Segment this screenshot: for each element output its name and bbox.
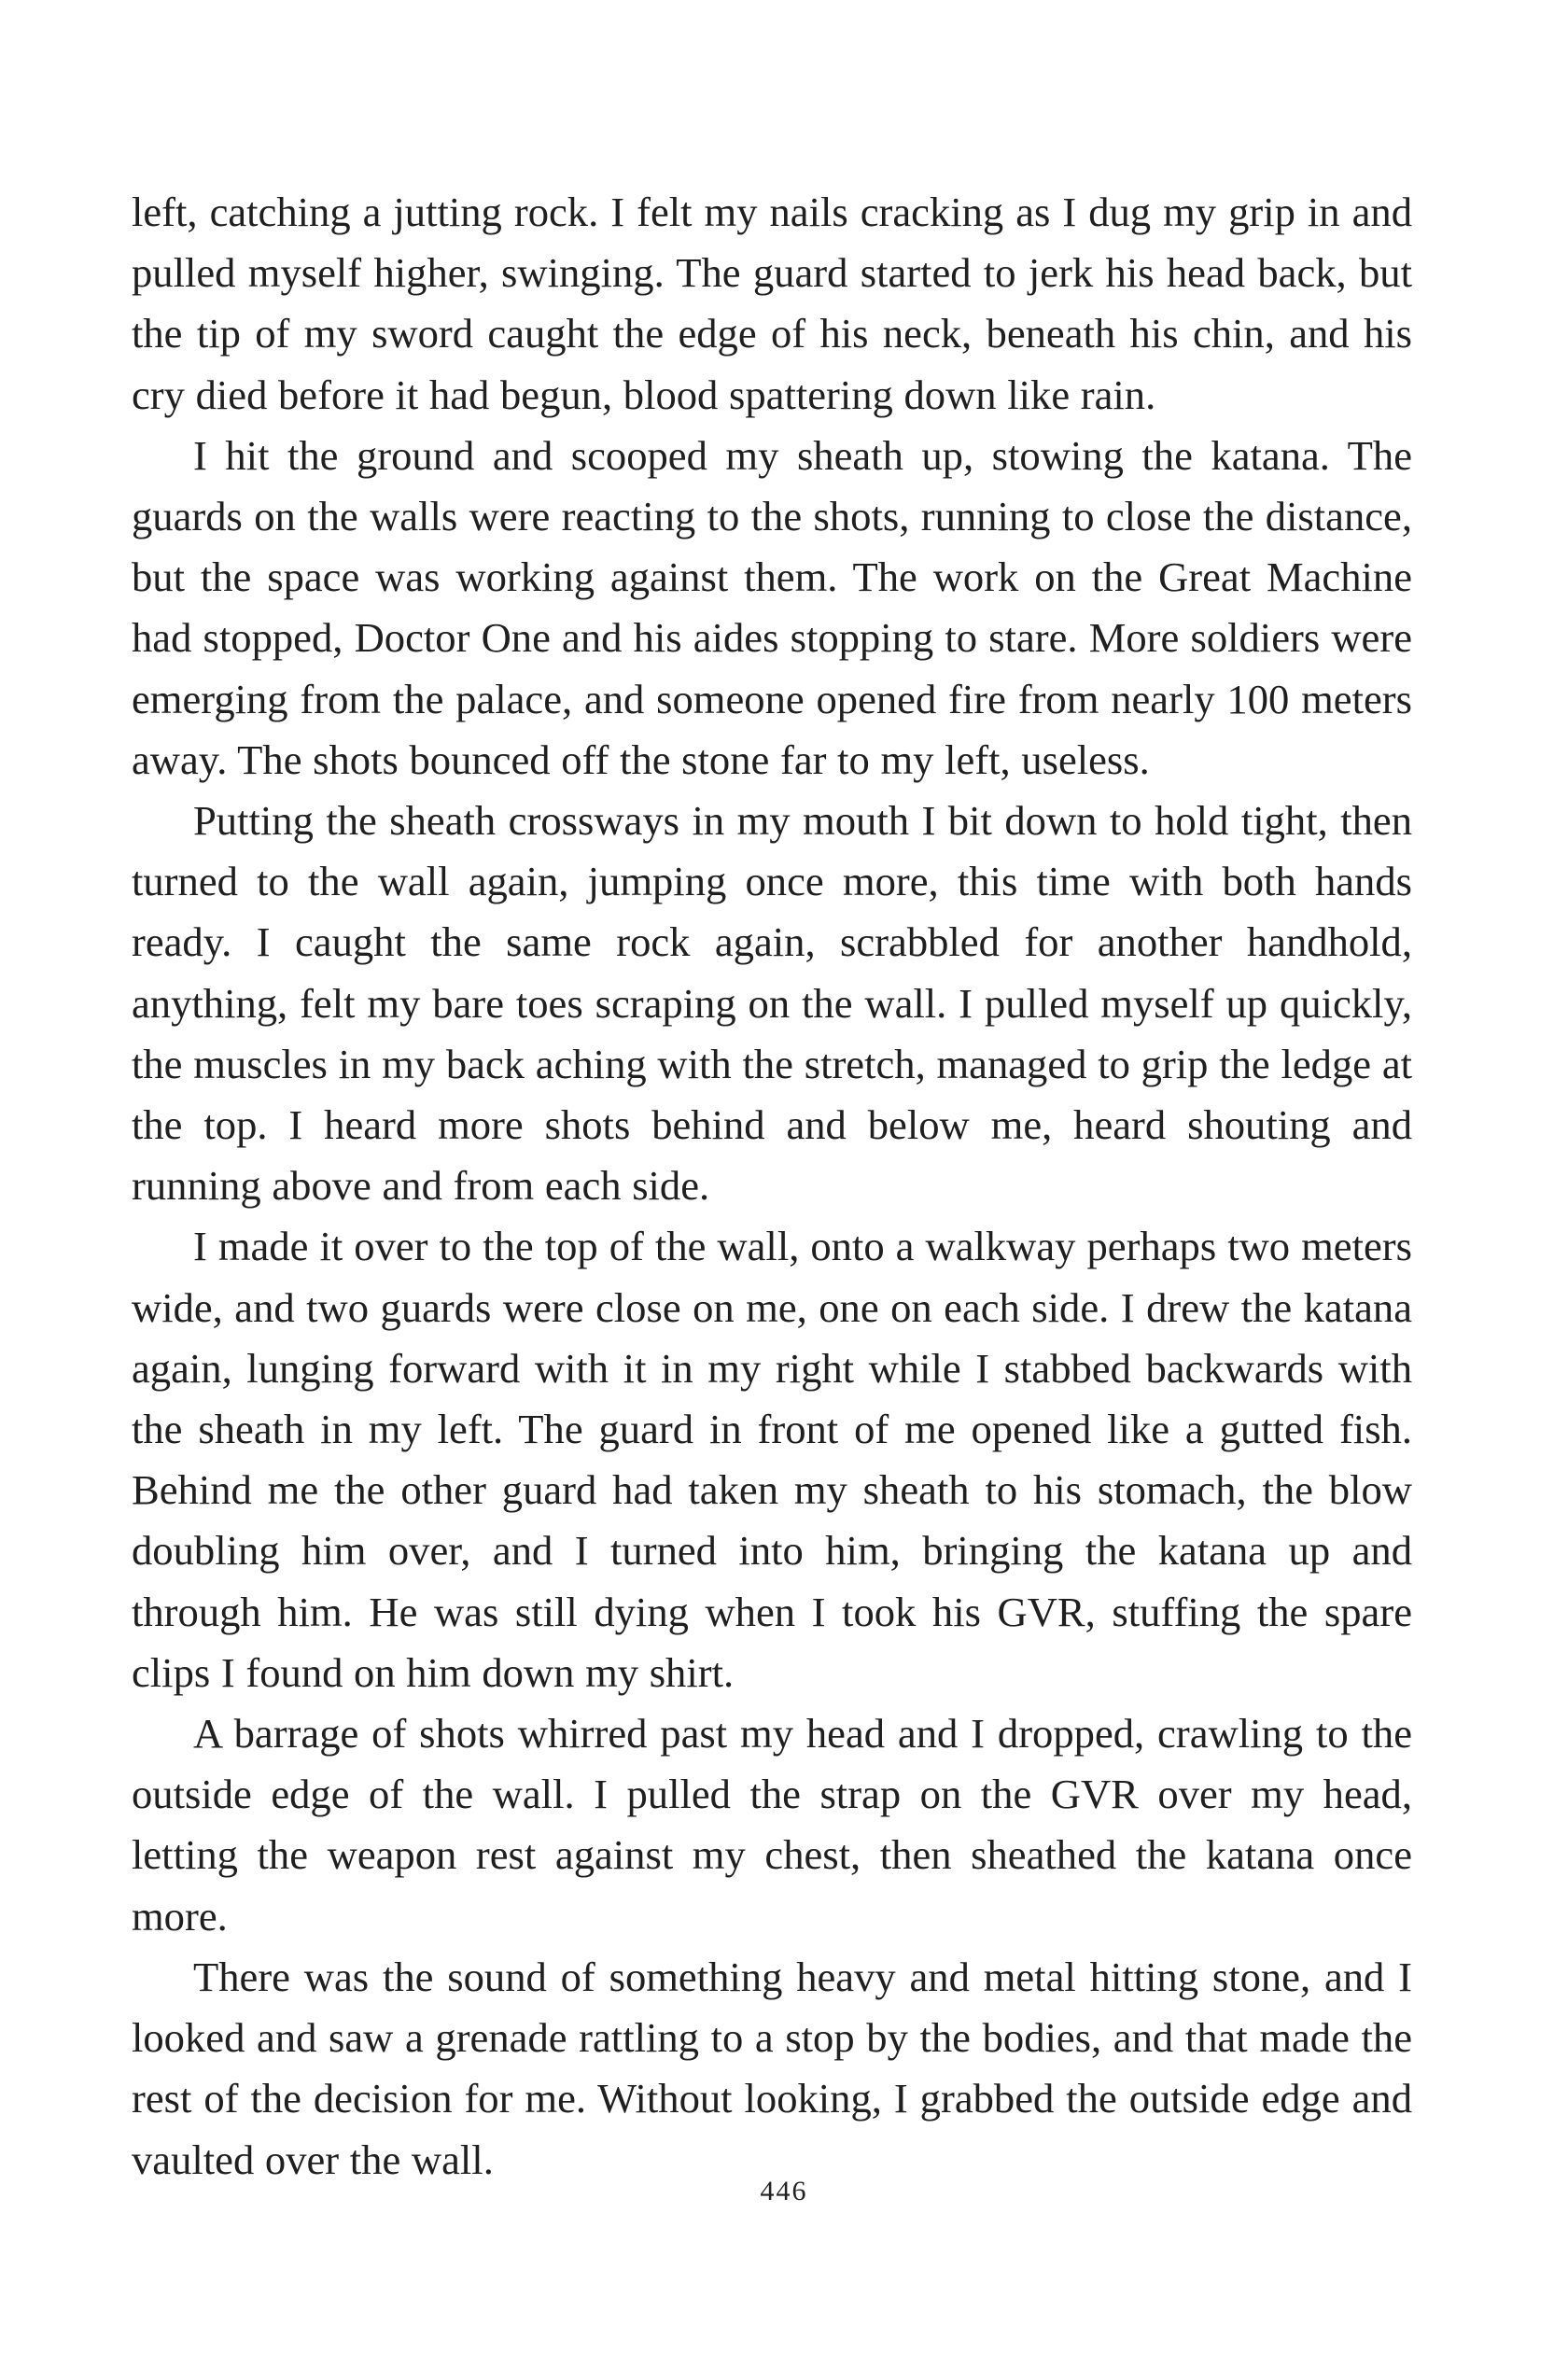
paragraph: I hit the ground and scooped my sheath up, stowing the katana. The guards on the walls were reacting to the shots, running to close the distance, but the space was working against them. The work on the Great Machine had stopped, Doctor One and his aides stopping to stare. More soldiers were emerging from the palace, and someone opened fire from nearly 100 meters away. The shots bounced off the stone far to my left, useless.: [132, 431, 1412, 783]
paragraph: A barrage of shots whirred past my head and I dropped, crawling to the outside edge of the wall. I pulled the strap on the GVR over my head, letting the weapon rest against my chest, then sheathed the katana once more.: [132, 1710, 1412, 1940]
paragraph: I made it over to the top of the wall, onto a walkway perhaps two meters wide, and two guards were close on me, one on each side. I drew the katana again, lunging forward with it in my right while I stabbed backwards with the sheath in my left. The guard in front of me opened like a gutted fish. Behind me the other guard had taken my sheath to his stomach, the blow doubling him over, and I turned into him, bringing the katana up and through him. He was still dying when I took his GVR, stuffing the spare clips I found on him down my shirt.: [132, 1223, 1412, 1696]
paragraph: Putting the sheath crossways in my mouth I bit down to hold tight, then turned to the wall again, jumping once more, this time with both hands ready. I caught the same rock again, scrabbled for another handhold, anything, felt my bare toes scraping on the wall. I pulled myself up quickly, the muscles in my back aching with the stretch, managed to grip the ledge at the top. I heard more shots behind and below me, heard shouting and running above and from each side.: [132, 797, 1412, 1210]
page-number: 446: [760, 2176, 808, 2206]
paragraph: left, catching a jutting rock. I felt my nails cracking as I dug my grip in and pulled myself higher, swinging. The guard started to jerk his head back, but the tip of my sword caught the edge of his neck, beneath his chin, and his cry died before it had begun, blood spattering down like rain.: [132, 189, 1412, 418]
body-text: [132, 182, 1412, 2191]
paragraph: There was the sound of something heavy and metal hitting stone, and I looked and saw a grenade rattling to a stop by the bodies, and that made the rest of the decision for me. Without looking, I grabbed the outside edge and vaulted over the wall.: [132, 1953, 1412, 2183]
